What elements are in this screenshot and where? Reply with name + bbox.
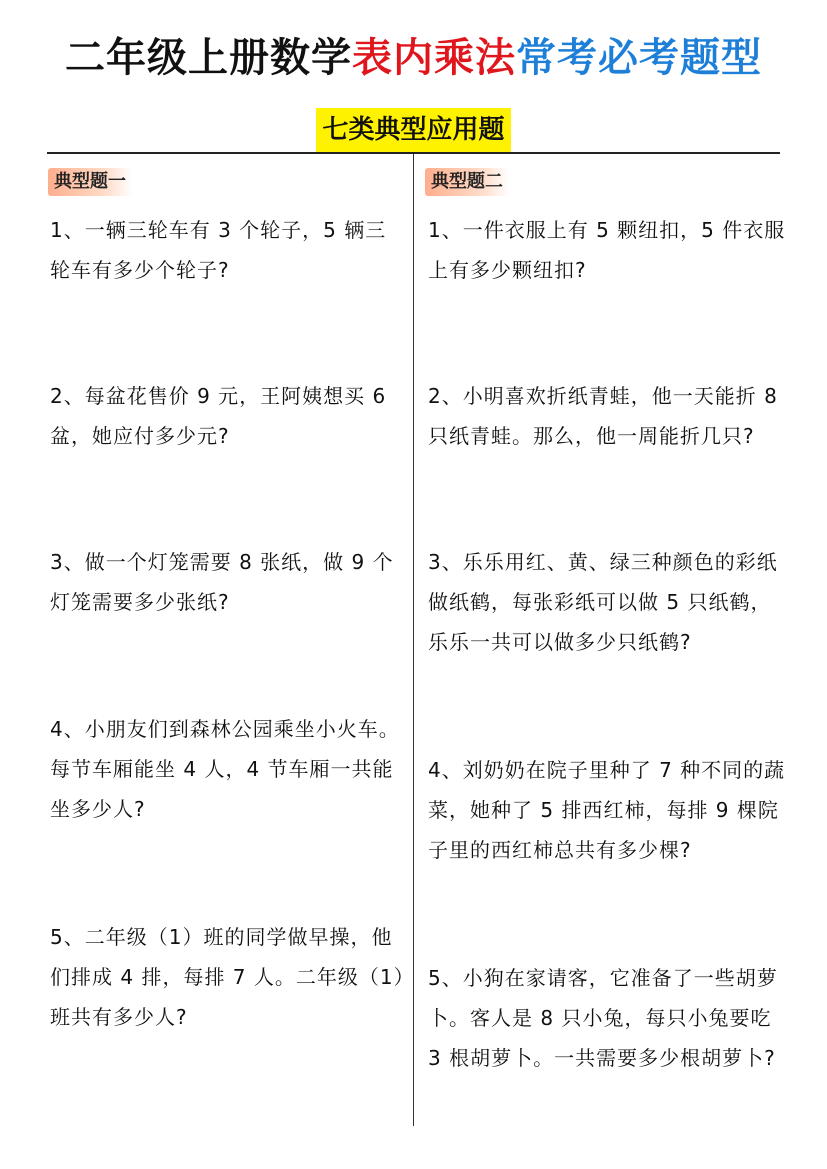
right-problem-2: 2、小明喜欢折纸青蛙，他一天能折 8 只纸青蛙。那么，他一周能折几只? [428,384,778,448]
left-problem-3: 3、做一个灯笼需要 8 张纸，做 9 个灯笼需要多少张纸? [50,550,394,614]
title-part-blue: 常考必考题型 [516,35,762,81]
section-tag-right: 典型题二 [425,168,509,196]
left-problem-1: 1、一辆三轮车有 3 个轮子，5 辆三轮车有多少个轮子? [50,218,387,282]
subtitle-container [0,108,827,152]
page-subtitle: 七类典型应用题 [316,108,510,152]
right-problem-4: 4、刘奶奶在院子里种了 7 种不同的蔬菜，她种了 5 排西红柿，每排 9 棵院子里的西红柿总共有多少棵? [428,758,786,862]
right-problem-1: 1、一件衣服上有 5 颗纽扣，5 件衣服上有多少颗纽扣? [428,218,786,282]
section-tag-left: 典型题一 [48,168,132,196]
right-problem-5: 5、小狗在家请客，它准备了一些胡萝卜。客人是 8 只小兔，每只小兔要吃 3 根胡萝卜。一共需要多少根胡萝卜? [428,966,778,1070]
page-title [0,30,827,86]
left-problem-5: 5、二年级（1）班的同学做早操，他们排成 4 排，每排 7 人。二年级（1）班共有多少人? [50,925,405,1029]
right-problem-3: 3、乐乐用红、黄、绿三种颜色的彩纸做纸鹤，每张彩纸可以做 5 只纸鹤，乐乐一共可以做多少只纸鹤? [428,550,778,654]
left-problem-2: 2、每盆花售价 9 元，王阿姨想买 6 盆，她应付多少元? [50,384,387,448]
column-divider [413,154,414,1126]
title-part-red: 表内乘法 [352,35,516,81]
title-part-black: 二年级上册数学 [65,35,352,81]
left-problem-4: 4、小朋友们到森林公园乘坐小火车。每节车厢能坐 4 人，4 节车厢一共能坐多少人? [50,717,400,821]
